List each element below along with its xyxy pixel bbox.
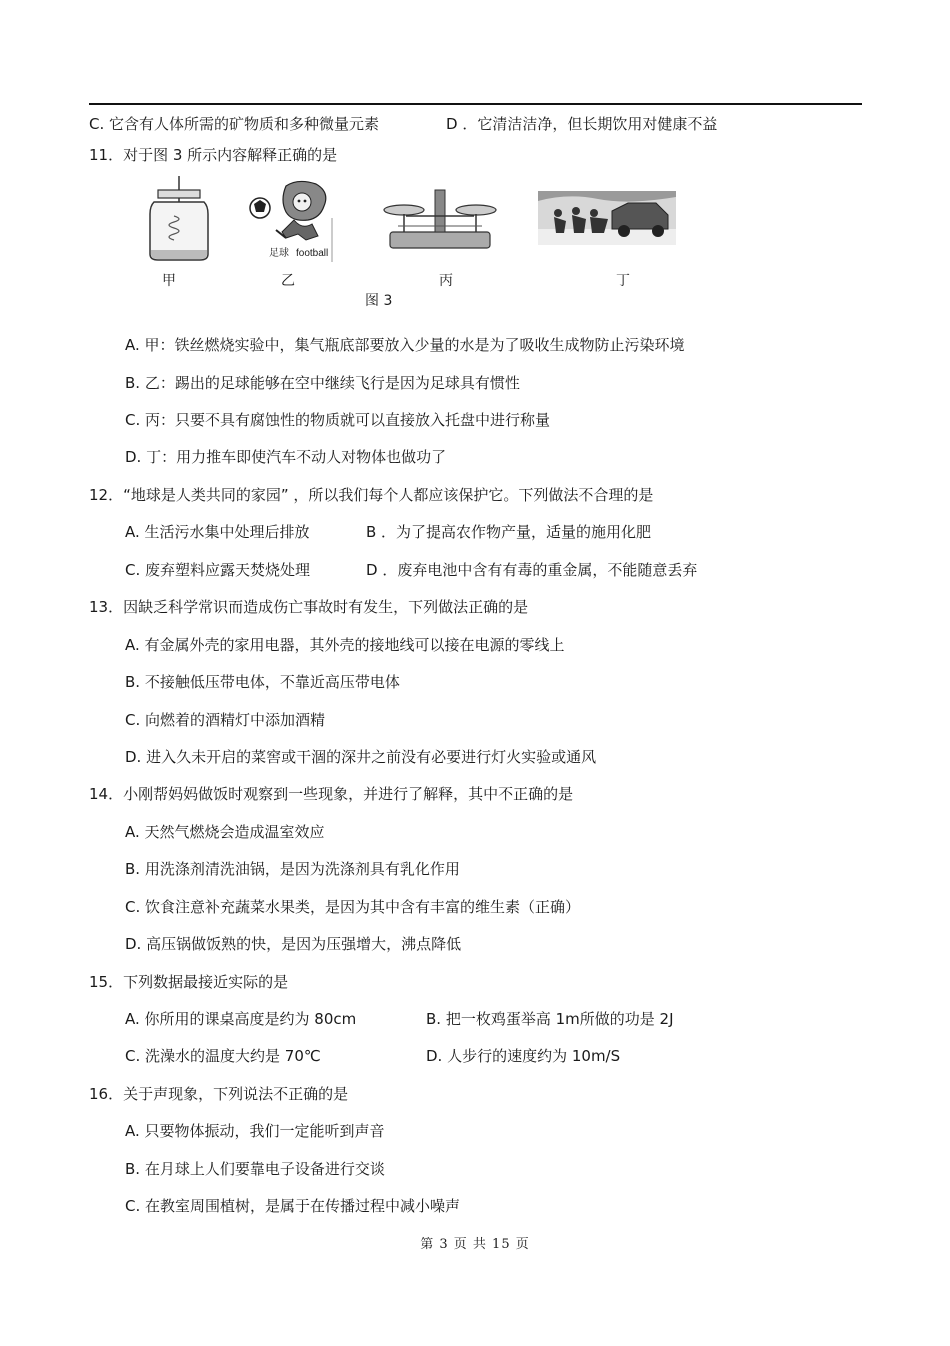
q16-option-b: B. 在月球上人们要靠电子设备进行交谈: [125, 1160, 385, 1178]
figure-jia-gas-jar: [144, 176, 214, 262]
top-rule: [89, 103, 862, 105]
figure-label-yi: 乙: [281, 273, 295, 289]
q10-option-d: D ．它清洁洁净，但长期饮用对健康不益: [446, 115, 718, 133]
q12-option-a: A. 生活污水集中处理后排放: [125, 523, 310, 541]
figure-bing-balance-scale: [378, 186, 502, 252]
q13-option-a: A. 有金属外壳的家用电器，其外壳的接地线可以接在电源的零线上: [125, 636, 565, 654]
q15-option-d: D. 人步行的速度约为 10m/S: [426, 1047, 621, 1065]
figure-caption: 图 3: [365, 293, 393, 309]
q15-stem: 15．下列数据最接近实际的是: [89, 973, 289, 991]
q14-option-c: C. 饮食注意补充蔬菜水果类，是因为其中含有丰富的维生素（正确）: [125, 898, 581, 916]
q13-stem: 13．因缺乏科学常识而造成伤亡事故时有发生，下列做法正确的是: [89, 598, 529, 616]
q14-option-d: D. 高压锅做饭熟的快，是因为压强增大，沸点降低: [125, 935, 462, 953]
q12-option-c: C. 废弃塑料应露天焚烧处理: [125, 561, 311, 579]
figure-ding-pushing-car: [538, 191, 676, 245]
q13-option-d: D. 进入久未开启的菜窖或干涸的深井之前没有必要进行灯火实验或通风: [125, 748, 597, 766]
q14-stem: 14．小刚帮妈妈做饭时观察到一些现象，并进行了解释，其中不正确的是: [89, 785, 574, 803]
figure-label-ding: 丁: [616, 273, 630, 289]
q15-option-a: A. 你所用的课桌高度是约为 80cm: [125, 1010, 357, 1028]
q10-option-c: C. 它含有人体所需的矿物质和多种微量元素: [89, 115, 380, 133]
q14-option-a: A. 天然气燃烧会造成温室效应: [125, 823, 325, 841]
q15-option-b: B. 把一枚鸡蛋举高 1m所做的功是 2J: [426, 1010, 674, 1028]
q11-stem: 11．对于图 3 所示内容解释正确的是: [89, 146, 338, 164]
q11-option-a: A. 甲：铁丝燃烧实验中，集气瓶底部要放入少量的水是为了吸收生成物防止污染环境: [125, 336, 685, 354]
figure-label-bing: 丙: [439, 273, 453, 289]
q11-option-d: D. 丁：用力推车即使汽车不动人对物体也做功了: [125, 448, 447, 466]
q15-option-c: C. 洗澡水的温度大约是 70℃: [125, 1047, 321, 1065]
figure-yi-text-en: football: [296, 248, 329, 259]
q12-option-d: D ．废弃电池中含有有毒的重金属，不能随意丢弃: [366, 561, 698, 579]
q11-option-c: C. 丙：只要不具有腐蚀性的物质就可以直接放入托盘中进行称量: [125, 411, 551, 429]
figure-label-jia: 甲: [162, 273, 176, 289]
q16-option-c: C. 在教室周围植树，是属于在传播过程中减小噪声: [125, 1197, 461, 1215]
q16-option-a: A. 只要物体振动，我们一定能听到声音: [125, 1122, 385, 1140]
q16-stem: 16．关于声现象，下列说法不正确的是: [89, 1085, 349, 1103]
q13-option-c: C. 向燃着的酒精灯中添加酒精: [125, 711, 326, 729]
q12-stem: 12．“地球是人类共同的家园” ，所以我们每个人都应该保护它。下列做法不合理的是: [89, 486, 654, 504]
page-footer: 第 3 页 共 15 页: [420, 1237, 530, 1252]
figure-yi-text-cn: 足球: [269, 248, 289, 259]
q11-option-b: B. 乙：踢出的足球能够在空中继续飞行是因为足球具有惯性: [125, 374, 520, 392]
q14-option-b: B. 用洗涤剂清洗油锅，是因为洗涤剂具有乳化作用: [125, 860, 460, 878]
q13-option-b: B. 不接触低压带电体，不靠近高压带电体: [125, 673, 400, 691]
q12-option-b: B ．为了提高农作物产量，适量的施用化肥: [366, 523, 652, 541]
